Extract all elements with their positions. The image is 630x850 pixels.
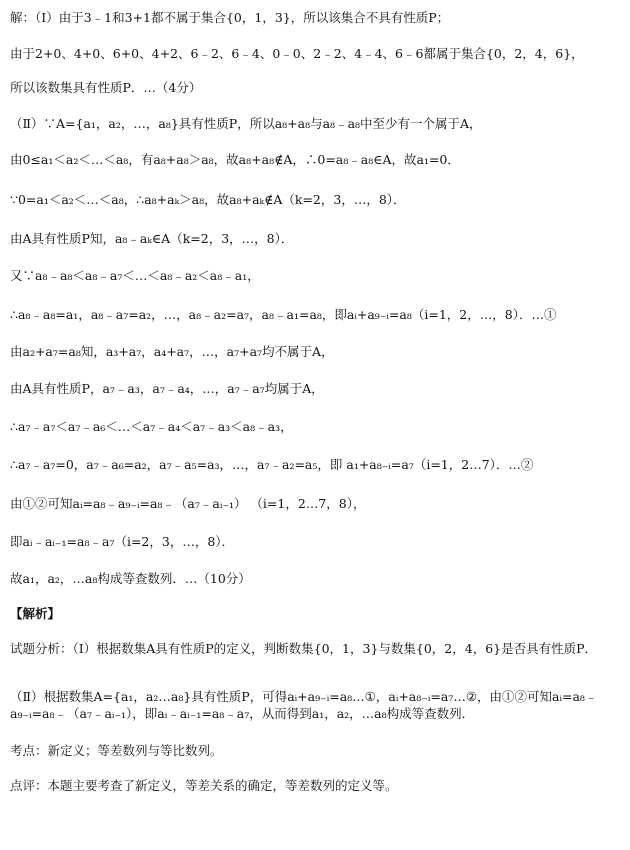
- solution-line-15: 即aᵢ﹣aᵢ₋₁=a₈﹣a₇（i=2，3，…，8）．: [10, 534, 235, 549]
- solution-line-13: ∴a₇﹣a₇=0，a₇﹣a₆=a₂，a₇﹣a₅=a₃，…，a₇﹣a₂=a₅，即 a₁+a₈₋ᵢ=a₇（i=1，2…7）．…②: [10, 457, 534, 472]
- solution-line-6: ∵0=a₁＜a₂＜…＜a₈，∴a₈+aₖ＞a₈，故a₈+aₖ∉A（k=2，3，…，8）．: [10, 192, 406, 207]
- solution-line-1: 解：（Ⅰ）由于3﹣1和3+1都不属于集合{0，1，3}，所以该集合不具有性质P；: [10, 10, 450, 25]
- solution-line-10: 由a₂+a₇=a₈知，a₃+a₇，a₄+a₇，…，a₇+a₇均不属于A，: [10, 344, 334, 359]
- solution-line-5: 由0≤a₁＜a₂＜…＜a₈，有a₈+a₈＞a₈，故a₈+a₈∉A，∴0=a₈﹣a₈∈A，故a₁=0．: [10, 152, 460, 167]
- solution-line-12: ∴a₇﹣a₇＜a₇﹣a₆＜…＜a₇﹣a₄＜a₇﹣a₃＜a₈﹣a₃，: [10, 419, 293, 434]
- solution-line-11: 由A具有性质P，a₇﹣a₃，a₇﹣a₄，…，a₇﹣a₇均属于A，: [10, 381, 324, 396]
- kaodian-line: 考点：新定义；等差数列与等比数列。: [10, 743, 223, 758]
- solution-line-4: （Ⅱ）∵A={a₁，a₂，…，a₈}具有性质P，所以a₈+a₈与a₈﹣a₈中至少有一个属于A，: [10, 116, 482, 131]
- analysis-paragraph-1: 试题分析：（Ⅰ）根据数集A具有性质P的定义，判断数集{0，1，3}与数集{0，2，4，6}是否具有性质P．: [10, 641, 598, 656]
- solution-line-2: 由于2+0、4+0、6+0、4+2、6﹣2、6﹣4、0﹣0、2﹣2、4﹣4、6﹣6都属于集合{0，2，4，6}，: [10, 46, 584, 61]
- solution-line-3: 所以该数集具有性质P．…（4分）: [10, 80, 202, 95]
- analysis-header: 【解析】: [10, 606, 61, 621]
- solution-line-7: 由A具有性质P知，a₈﹣aₖ∈A（k=2，3，…，8）．: [10, 231, 294, 246]
- dianping-line: 点评：本题主要考查了新定义，等差关系的确定，等差数列的定义等。: [10, 778, 398, 793]
- solution-line-16: 故a₁，a₂，…a₈构成等查数列．…（10分）: [10, 571, 251, 586]
- analysis-paragraph-2: （Ⅱ）根据数集A={a₁，a₂…a₈}具有性质P，可得aᵢ+a₉₋ᵢ=a₈…①，aᵢ+a₈₋ᵢ=a₇…②，由①②可知aᵢ=a₈﹣a₉₋ᵢ=a₈﹣（a₇﹣aᵢ₋₁），即aᵢ﹣aᵢ₋₁=a₈﹣a₇，从而得到a₁，a₂，…a₈构成等查数列．: [10, 689, 598, 721]
- solution-line-9: ∴a₈﹣a₈=a₁，a₈﹣a₇=a₂，…，a₈﹣a₂=a₇，a₈﹣a₁=a₈，即aᵢ+a₉₋ᵢ=a₈（i=1，2，…，8）．…①: [10, 307, 557, 322]
- solution-line-14: 由①②可知aᵢ=a₈﹣a₉₋ᵢ=a₈﹣（a₇﹣aᵢ₋₁） （i=1，2…7，8），: [10, 496, 366, 511]
- solution-line-8: 又∵a₈﹣a₈＜a₈﹣a₇＜…＜a₈﹣a₂＜a₈﹣a₁，: [10, 268, 260, 283]
